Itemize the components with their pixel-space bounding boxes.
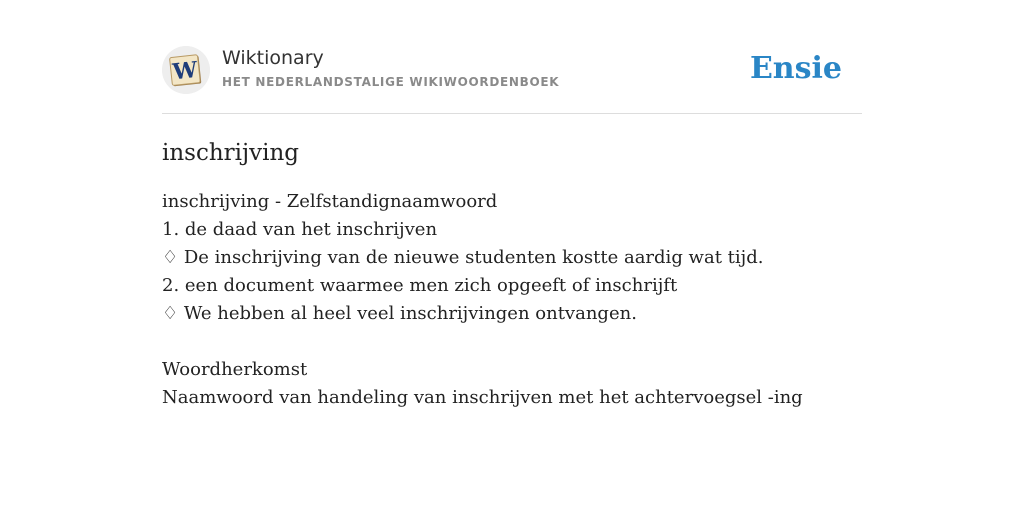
wiktionary-logo — [162, 46, 210, 94]
site-tagline: HET NEDERLANDSTALIGE WIKIWOORDENBOEK — [222, 75, 560, 89]
entry-headline: inschrijving - Zelfstandignaamwoord — [162, 191, 498, 212]
entry-body — [162, 188, 862, 412]
etymology-text: Naamwoord van handeling van inschrijven met het achtervoegsel -ing — [162, 387, 803, 408]
definition-2: 2. een document waarmee men zich opgeeft of inschrijft — [162, 275, 678, 296]
logo-letter: W — [171, 56, 199, 86]
etymology-heading: Woordherkomst — [162, 359, 308, 380]
definition-1: 1. de daad van het inschrijven — [162, 219, 438, 240]
ensie-brand-link[interactable]: Ensie — [749, 51, 842, 86]
spacer — [162, 328, 862, 356]
page-header — [162, 46, 862, 114]
wiktionary-logo-icon — [162, 46, 210, 94]
site-name[interactable]: Wiktionary — [222, 47, 324, 69]
entry-title: inschrijving — [162, 140, 300, 166]
entry-card — [162, 46, 862, 412]
example-2: ♢ We hebben al heel veel inschrijvingen ontvangen. — [162, 303, 637, 324]
example-1: ♢ De inschrijving van de nieuwe studenten kostte aardig wat tijd. — [162, 247, 764, 268]
